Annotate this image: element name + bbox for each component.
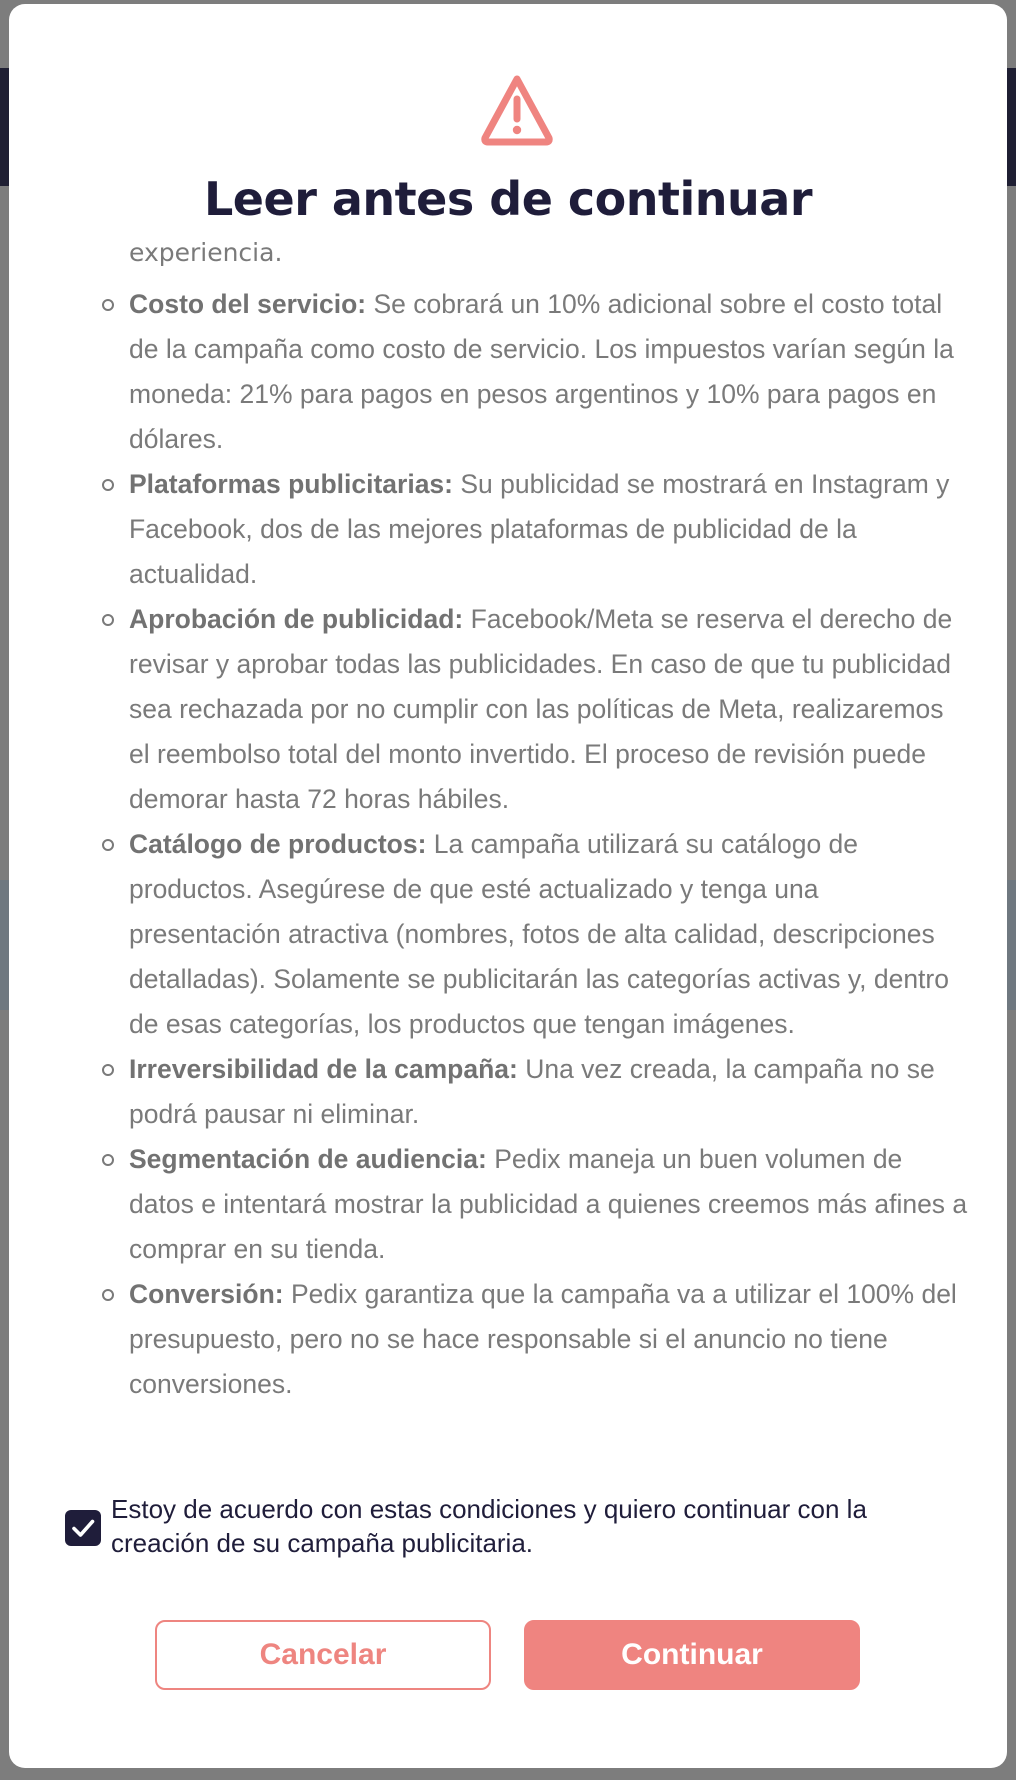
condition-text: Su publicidad se mostrará en Instagram y Facebook, dos de las mejores plataformas de publicidad de la actualidad. bbox=[129, 469, 950, 589]
bullet-icon bbox=[102, 479, 114, 491]
continue-button[interactable]: Continuar bbox=[524, 1620, 860, 1690]
condition-term: Plataformas publicitarias: bbox=[129, 469, 453, 499]
dialog-title: Leer antes de continuar bbox=[203, 172, 813, 226]
checkmark-icon bbox=[65, 1510, 101, 1546]
condition-text: Pedix maneja un buen volumen de datos e intentará mostrar la publicidad a quienes creemos más afines a comprar en su tienda. bbox=[129, 1144, 968, 1264]
conditions-dialog bbox=[9, 4, 1007, 1768]
condition-item bbox=[91, 462, 971, 597]
condition-term: Conversión: bbox=[129, 1279, 284, 1309]
agree-label[interactable]: Estoy de acuerdo con estas condiciones y quiero continuar con la creación de su campaña publicitaria. bbox=[111, 1494, 867, 1558]
bullet-icon bbox=[102, 839, 114, 851]
condition-text: La campaña utilizará su catálogo de productos. Asegúrese de que esté actualizado y tenga una presentación atractiva (nombres, fotos de alta calidad, descripciones detalladas). Solamente se publicitarán las categorías activas y, dentro de esas categorías, los productos que tengan imágenes. bbox=[129, 829, 949, 1039]
agree-row bbox=[65, 1492, 965, 1572]
condition-text: Una vez creada, la campaña no se podrá pausar ni eliminar. bbox=[129, 1054, 935, 1129]
condition-text: Pedix garantiza que la campaña va a utilizar el 100% del presupuesto, pero no se hace responsable si el anuncio no tiene conversiones. bbox=[129, 1279, 957, 1399]
condition-text: Se cobrará un 10% adicional sobre el costo total de la campaña como costo de servicio. Los impuestos varían según la moneda: 21% para pagos en pesos argentinos y 10% para pagos en dólares. bbox=[129, 289, 954, 454]
warning-triangle-icon bbox=[480, 72, 554, 148]
condition-text: Facebook/Meta se reserva el derecho de revisar y aprobar todas las publicidades. En caso de que tu publicidad sea rechazada por no cumplir con las políticas de Meta, realizaremos el reembolso total del monto invertido. El proceso de revisión puede demorar hasta 72 horas hábiles. bbox=[129, 604, 953, 814]
clipped-text-line: experiencia. bbox=[129, 238, 283, 267]
conditions-scroll-area[interactable] bbox=[91, 238, 971, 1467]
condition-item bbox=[91, 822, 971, 1047]
agree-checkbox[interactable] bbox=[65, 1510, 101, 1546]
condition-item bbox=[91, 597, 971, 822]
bullet-icon bbox=[102, 299, 114, 311]
conditions-list bbox=[91, 282, 971, 1407]
bullet-icon bbox=[102, 1289, 114, 1301]
condition-term: Costo del servicio: bbox=[129, 289, 367, 319]
bullet-icon bbox=[102, 1064, 114, 1076]
bullet-icon bbox=[102, 614, 114, 626]
condition-term: Catálogo de productos: bbox=[129, 829, 427, 859]
bullet-icon bbox=[102, 1154, 114, 1166]
condition-term: Irreversibilidad de la campaña: bbox=[129, 1054, 518, 1084]
condition-item bbox=[91, 1047, 971, 1137]
condition-item bbox=[91, 282, 971, 462]
condition-item bbox=[91, 1137, 971, 1272]
cancel-button[interactable]: Cancelar bbox=[155, 1620, 491, 1690]
condition-term: Aprobación de publicidad: bbox=[129, 604, 464, 634]
condition-term: Segmentación de audiencia: bbox=[129, 1144, 487, 1174]
condition-item bbox=[91, 1272, 971, 1407]
